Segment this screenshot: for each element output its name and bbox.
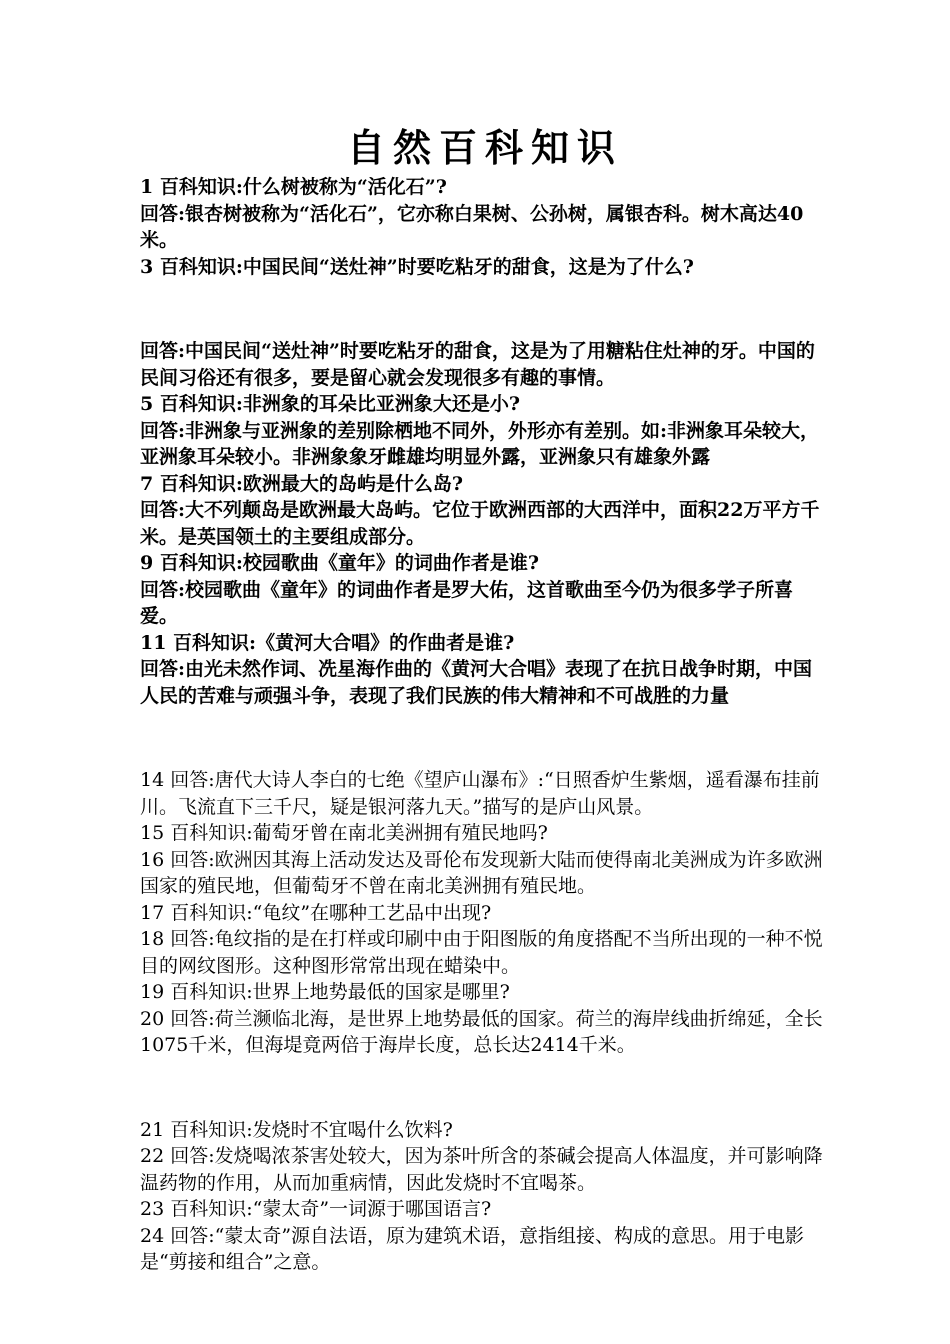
- blank-line: [140, 725, 830, 751]
- document-line: 24 回答:“蒙太奇”源自法语，原为建筑术语，意指组接、构成的意思。用于电影是“剪接和组合”之意。: [140, 1224, 805, 1273]
- document-line: 回答:校园歌曲《童年》的词曲作者是罗大佑，这首歌曲至今仍为很多学子所喜爱。: [140, 578, 794, 627]
- document-line: 回答:大不列颠岛是欧洲最大岛屿。它位于欧洲西部的大西洋中，面积22万平方千米。是英国领土的主要组成部分。: [140, 499, 820, 548]
- blank-line: [140, 1075, 830, 1101]
- document-line: 23 百科知识:“蒙太奇”一词源于哪国语言?: [140, 1198, 492, 1220]
- document-title: 自然百科知识: [346, 125, 623, 170]
- document-line: 22 回答:发烧喝浓茶害处较大，因为茶叶所含的茶碱会提高人体温度，并可影响降温药物的作用，从而加重病情，因此发烧时不宜喝茶。: [140, 1145, 823, 1194]
- document-line: 17 百科知识:“龟纹”在哪种工艺品中出现?: [140, 901, 492, 924]
- document-line: 回答:中国民间“送灶神”时要吃粘牙的甜食，这是为了用糖粘住灶神的牙。中国的民间习俗还有很多，要是留心就会发现很多有趣的事情。: [140, 340, 815, 389]
- document-body: [140, 174, 830, 1276]
- document-line: 3 百科知识:中国民间“送灶神”时要吃粘牙的甜食，这是为了什么?: [140, 255, 694, 278]
- document-line: 1 百科知识:什么树被称为“活化石”?: [140, 176, 447, 198]
- document-line: 16 回答:欧洲因其海上活动发达及哥伦布发现新大陆而使得南北美洲成为许多欧洲国家的殖民地，但葡萄牙不曾在南北美洲拥有殖民地。: [140, 848, 823, 897]
- document-line: 回答:由光未然作词、冼星海作曲的《黄河大合唱》表现了在抗日战争时期，中国人民的苦难与顽强斗争，表现了我们民族的伟大精神和不可战胜的力量: [140, 658, 813, 707]
- document-line: 7 百科知识:欧洲最大的岛屿是什么岛?: [140, 472, 463, 495]
- document-line: 14 回答:唐代大诗人李白的七绝《望庐山瀑布》:“日照香炉生紫烟，遥看瀑布挂前川。飞流直下三千尺，疑是银河落九天。”描写的是庐山风景。: [140, 769, 820, 818]
- document-page: [140, 122, 830, 1276]
- document-line: 回答:非洲象与亚洲象的差别除栖地不同外，外形亦有差别。如:非洲象耳朵较大，亚洲象耳朵较小。非洲象象牙雌雄均明显外露，亚洲象只有雄象外露: [140, 419, 820, 468]
- document-line: 9 百科知识:校园歌曲《童年》的词曲作者是谁?: [140, 552, 539, 574]
- document-line: 21 百科知识:发烧时不宜喝什么饮料?: [140, 1118, 453, 1141]
- document-line: 19 百科知识:世界上地势最低的国家是哪里?: [140, 981, 510, 1003]
- document-line: 回答:银杏树被称为“活化石”，它亦称白果树、公孙树，属银杏科。树木高达40米。: [140, 202, 804, 251]
- document-line: 5 百科知识:非洲象的耳朵比亚洲象大还是小?: [140, 393, 520, 415]
- document-line: 11 百科知识:《黄河大合唱》的作曲者是谁?: [140, 631, 515, 654]
- document-line: 20 回答:荷兰濒临北海，是世界上地势最低的国家。荷兰的海岸线曲折绵延，全长1075千米，但海堤竟两倍于海岸长度，总长达2414千米。: [140, 1007, 823, 1056]
- blank-line: [140, 296, 830, 322]
- document-line: 18 回答:龟纹指的是在打样或印刷中由于阳图版的角度搭配不当所出现的一种不悦目的网纹图形。这种图形常常出现在蜡染中。: [140, 928, 823, 977]
- document-line: 15 百科知识:葡萄牙曾在南北美洲拥有殖民地吗?: [140, 822, 548, 844]
